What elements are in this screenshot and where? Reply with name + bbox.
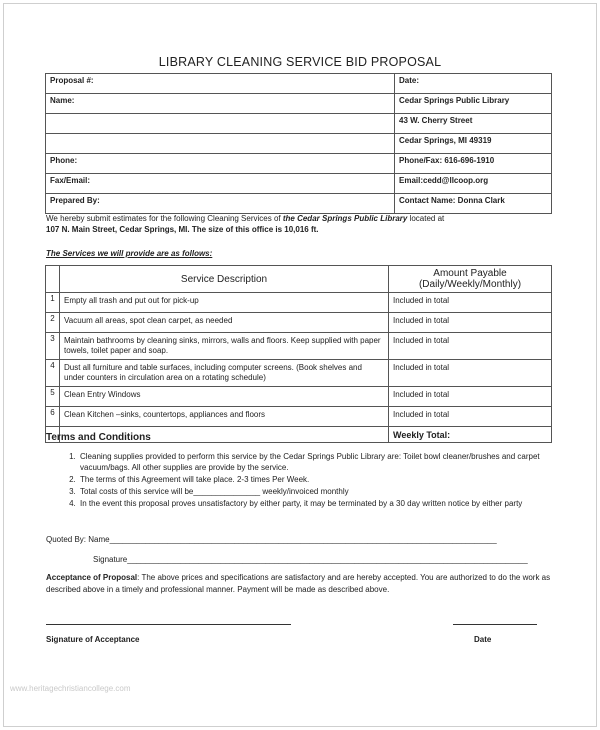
service-desc-cell: Dust all furniture and table surfaces, including computer screens. (Book shelves and under counters in circulation area on a rotating schedule)	[60, 360, 389, 387]
proposal-header-table	[45, 73, 552, 214]
service-num-cell: 5	[46, 387, 60, 407]
signature-of-acceptance-label: Signature of Acceptance	[46, 635, 140, 644]
header-right-cell: Cedar Springs, MI 49319	[395, 134, 552, 154]
services-table	[45, 265, 552, 443]
header-right-cell: Email:cedd@llcoop.org	[395, 174, 552, 194]
service-desc-cell: Vacuum all areas, spot clean carpet, as needed	[60, 313, 389, 333]
service-row	[46, 333, 552, 360]
acceptance-text: : The above prices and specifications are satisfactory and are hereby accepted. You are authorized to do the work as described above in a timely and professional manner. Payment will be made as described above.	[46, 573, 551, 594]
watermark: www.heritagechristiancollege.com	[10, 684, 131, 693]
col-desc-label: Service Description	[180, 273, 268, 285]
header-right-cell: Contact Name: Donna Clark	[395, 194, 552, 214]
service-amount-cell: Included in total	[389, 387, 552, 407]
service-num-cell: 4	[46, 360, 60, 387]
service-desc-cell: Clean Kitchen –sinks, countertops, appliances and floors	[60, 407, 389, 427]
service-amount-cell: Included in total	[389, 333, 552, 360]
service-num-cell: 6	[46, 407, 60, 427]
col-num-header	[46, 266, 60, 293]
header-row	[46, 194, 552, 214]
service-amount-cell: Included in total	[389, 293, 552, 313]
terms-item: 1. Cleaning supplies provided to perform this service by the Cedar Springs Public Library are: Toilet bowl cleaner/brushes and carpet vacuum/bags. All other supplies are provide by the service.	[78, 451, 563, 473]
intro-text-1: We hereby submit estimates for the following Cleaning Services of	[46, 214, 283, 223]
header-row	[46, 94, 552, 114]
header-row	[46, 114, 552, 134]
service-row	[46, 360, 552, 387]
intro-org: the Cedar Springs Public Library	[282, 214, 408, 223]
header-left-cell: Proposal #:	[46, 74, 395, 94]
service-desc-cell: Empty all trash and put out for pick-up	[60, 293, 389, 313]
header-left-cell: Phone:	[46, 154, 395, 174]
terms-heading: Terms and Conditions	[46, 432, 151, 443]
header-left-cell: Name:	[46, 94, 395, 114]
quoted-by-line: Quoted By: Name_______________________________________________________________________________________	[46, 535, 497, 544]
acceptance-signature-rule	[46, 624, 291, 625]
date-rule	[453, 624, 537, 625]
header-row	[46, 154, 552, 174]
services-intro: The Services we will provide are as follows:	[46, 249, 213, 258]
intro-address: 107 N. Main Street, Cedar Springs, MI. The size of this office is 10,016 ft.	[46, 225, 319, 234]
col-amount-sublabel: (Daily/Weekly/Monthly)	[418, 279, 522, 290]
service-desc-cell: Clean Entry Windows	[60, 387, 389, 407]
header-row	[46, 74, 552, 94]
col-amount-payable	[389, 266, 552, 293]
intro-text-2: located at	[407, 214, 445, 223]
service-num-cell: 2	[46, 313, 60, 333]
header-right-cell: Cedar Springs Public Library	[395, 94, 552, 114]
header-left-cell: Prepared By:	[46, 194, 395, 214]
header-left-cell: Fax/Email:	[46, 174, 395, 194]
col-amount-label: Amount Payable	[433, 268, 507, 279]
acceptance-paragraph	[46, 572, 556, 596]
weekly-total-label: Weekly Total:	[389, 427, 552, 443]
service-row	[46, 407, 552, 427]
service-amount-cell: Included in total	[389, 360, 552, 387]
header-row	[46, 174, 552, 194]
terms-item: 4. In the event this proposal proves unsatisfactory by either party, it may be terminated by a 30 day written notice by either party	[78, 498, 563, 509]
terms-list	[60, 451, 563, 510]
header-left-cell	[46, 114, 395, 134]
terms-item: 3. Total costs of this service will be_______________ weekly/invoiced monthly	[78, 486, 563, 497]
intro-paragraph	[46, 213, 556, 235]
service-num-cell: 1	[46, 293, 60, 313]
date-label: Date	[474, 635, 492, 644]
service-row	[46, 313, 552, 333]
service-amount-cell: Included in total	[389, 407, 552, 427]
service-row	[46, 293, 552, 313]
header-row	[46, 134, 552, 154]
header-right-cell: 43 W. Cherry Street	[395, 114, 552, 134]
terms-item: 2. The terms of this Agreement will take place. 2-3 times Per Week.	[78, 474, 563, 485]
header-right-cell: Date:	[395, 74, 552, 94]
col-service-description	[60, 266, 389, 293]
service-row	[46, 387, 552, 407]
service-desc-cell: Maintain bathrooms by cleaning sinks, mirrors, walls and floors. Keep supplied with paper towels, toilet paper and soap.	[60, 333, 389, 360]
header-left-cell	[46, 134, 395, 154]
header-right-cell: Phone/Fax: 616-696-1910	[395, 154, 552, 174]
document-title: LIBRARY CLEANING SERVICE BID PROPOSAL	[158, 55, 442, 69]
service-num-cell: 3	[46, 333, 60, 360]
acceptance-label: Acceptance of Proposal	[46, 573, 138, 582]
service-amount-cell: Included in total	[389, 313, 552, 333]
signature-line: Signature__________________________________________________________________________________________	[93, 555, 528, 564]
